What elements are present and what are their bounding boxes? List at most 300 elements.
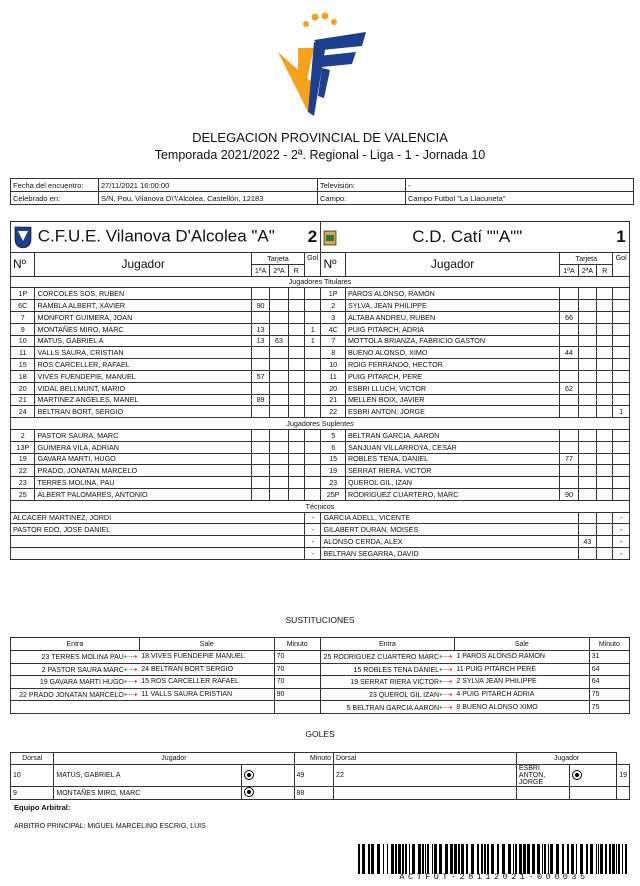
home-sub-out-name: 24 BELTRAN BORT SERGIO (141, 665, 234, 673)
away-red (597, 382, 613, 394)
away-red (597, 441, 613, 453)
col-y1: 1ªA (251, 264, 269, 276)
federation-logo (270, 12, 370, 130)
away-number: 1P (321, 288, 345, 300)
away-goals (613, 311, 630, 323)
barcode-bar (412, 844, 415, 874)
arbitro-principal: ARBITRO PRINCIPAL: MIGUEL MARCELINO ESCRIG, LUIS (14, 823, 206, 830)
away-red (597, 300, 613, 312)
barcode-bar (508, 844, 511, 874)
away-sub-minute: 64 (589, 663, 629, 676)
away-sub-out (454, 651, 589, 664)
away-player: ALTABA ANDREU, RUBEN (345, 311, 559, 323)
away-yellow-2 (578, 441, 596, 453)
away-number: 5 (321, 429, 345, 441)
home-goal-minute: 49 (294, 765, 334, 787)
home-tecnico-mark: - (304, 512, 321, 524)
home-goals (304, 288, 321, 300)
away-number: 10 (321, 359, 345, 371)
home-yellow-2 (270, 477, 288, 489)
tecnico-row (11, 547, 630, 559)
away-yellow-1 (560, 370, 578, 382)
home-sub-out-name: 18 VIVES FUENDEPIE MANUEL (141, 653, 245, 661)
home-tecnico-mark: - (304, 547, 321, 559)
away-tecnico-mark: - (613, 512, 630, 524)
away-goals (613, 300, 630, 312)
home-sub-out-name: 11 VALLS SAURA CRISTIAN (141, 691, 233, 699)
subs-min-h: Minuto (274, 638, 320, 651)
away-yellow-2 (578, 394, 596, 406)
home-red (288, 441, 304, 453)
fecha-value: 27/11/2021 16:00:00 (99, 179, 318, 192)
barcode-bar (477, 844, 479, 874)
away-swap-icon: ⇠⇢ (439, 690, 453, 700)
home-goals (304, 394, 321, 406)
barcode-bar (454, 844, 457, 874)
home-yellow-2: 63 (270, 335, 288, 347)
titulares-row (11, 347, 630, 359)
home-sub-in (11, 701, 140, 714)
away-red (597, 394, 613, 406)
titulares-row (11, 300, 630, 312)
barcode-bar (491, 844, 494, 874)
home-tecnico (11, 547, 305, 559)
barcode-bar (434, 844, 437, 874)
away-crest-icon (323, 230, 337, 246)
barcode-bar (422, 844, 424, 874)
home-red (288, 429, 304, 441)
away-red (597, 347, 613, 359)
away-goal-player: ESBRI ANTON, JORGE (516, 765, 569, 787)
away-yellow-2 (578, 359, 596, 371)
home-yellow-2 (270, 441, 288, 453)
home-yellow-1 (251, 347, 269, 359)
barcode-bar (466, 844, 468, 874)
home-tecnico: PASTOR EDO, JOSE DANIEL (11, 524, 305, 536)
away-goals (613, 370, 630, 382)
goals-title: GOLES (305, 729, 335, 739)
away-sub-out-name: 8 BUENO ALONSO XIMO (456, 703, 538, 711)
away-red (597, 288, 613, 300)
away-goals: 1 (613, 406, 630, 418)
away-tecnico-mark: - (613, 547, 630, 559)
home-red (288, 347, 304, 359)
away-yellow-1 (560, 406, 578, 418)
home-yellow-2 (270, 453, 288, 465)
barcode-bar (383, 844, 384, 874)
barcode-bar (409, 844, 410, 874)
subs-sale-h: Sale (139, 638, 274, 651)
away-number: 15 (321, 453, 345, 465)
away-yellow-2 (578, 382, 596, 394)
away-goal-minute (617, 787, 630, 800)
titulares-row (11, 394, 630, 406)
away-goal-ball (570, 765, 617, 787)
away-number: 6 (321, 441, 345, 453)
away-red (597, 311, 613, 323)
away-goal-ball (570, 787, 617, 800)
home-yellow-2 (270, 429, 288, 441)
barcode-bar (484, 844, 486, 874)
barcode-bar (387, 844, 388, 874)
away-number: 2 (321, 300, 345, 312)
away-goals (613, 477, 630, 489)
away-yellow-1: 62 (560, 382, 578, 394)
home-number: 1P (11, 288, 35, 300)
arbitral-title: Equipo Arbitral: (14, 803, 71, 812)
sub-row (11, 676, 630, 689)
away-player: SERRAT RIERA, VICTOR (345, 465, 559, 477)
ball-icon (572, 770, 582, 780)
home-yellow-1 (251, 288, 269, 300)
home-goal-dorsal: 9 (11, 787, 54, 800)
barcode-bar (586, 844, 588, 874)
away-number: 25P (321, 488, 345, 500)
home-red (288, 370, 304, 382)
home-goals (304, 453, 321, 465)
home-player: ROS CARCELLER, RAFAEL (35, 359, 251, 371)
titulares-row (11, 311, 630, 323)
away-red (597, 477, 613, 489)
home-yellow-2 (270, 465, 288, 477)
away-yellow-2 (578, 288, 596, 300)
away-goals (613, 488, 630, 500)
home-sub-out (139, 676, 274, 689)
away-sub-in (320, 663, 454, 676)
away-goals (613, 359, 630, 371)
barcode-bar (532, 844, 535, 874)
barcode-bar (625, 844, 627, 874)
home-goals (304, 406, 321, 418)
away-yellow-2 (578, 370, 596, 382)
barcode-bar (471, 844, 474, 874)
season-subtitle: Temporada 2021/2022 - 2ª. Regional - Liga - 1 - Jornada 10 (154, 148, 486, 162)
tecnicos-body (11, 512, 630, 559)
away-sub-out (454, 663, 589, 676)
barcode-bar (439, 844, 442, 874)
barcode-bar (368, 844, 370, 874)
barcode-bar (487, 844, 489, 874)
away-goal-player (516, 787, 569, 800)
home-yellow-2 (270, 311, 288, 323)
titulares-row (11, 406, 630, 418)
home-player: VIDAL BELLMUNT, MARIO (35, 382, 251, 394)
home-sub-in (11, 676, 140, 689)
goals-min-h: Minuto (294, 753, 334, 765)
away-yellow-2 (578, 477, 596, 489)
tv-value: - (406, 179, 634, 192)
titulares-row (11, 359, 630, 371)
home-goals (304, 429, 321, 441)
barcode-bar (405, 844, 407, 874)
home-red (288, 300, 304, 312)
suplentes-row (11, 429, 630, 441)
home-sub-in (11, 651, 140, 664)
col-tarjeta-away: Tarjeta (560, 253, 613, 265)
away-sub-out-name: 4 PUIG PITARCH ADRIA (456, 691, 535, 699)
away-goals (613, 429, 630, 441)
away-player: ESBRI ANTON, JORGE (345, 406, 559, 418)
home-yellow-2 (270, 300, 288, 312)
away-number: 3 (321, 311, 345, 323)
home-number: 2 (11, 429, 35, 441)
away-score: 1 (613, 222, 630, 253)
away-sub-in-name: 5 BELTRAN GARCIA AARON (346, 704, 440, 712)
barcode (358, 844, 630, 874)
away-yellow-1: 44 (560, 347, 578, 359)
home-goals (304, 311, 321, 323)
home-number: 10 (11, 335, 35, 347)
away-player: PUIG PITARCH, PERE (345, 370, 559, 382)
barcode-bar (515, 844, 517, 874)
away-red (597, 429, 613, 441)
barcode-bar (527, 844, 530, 874)
away-sub-in-name: 23 QUEROL GIL IZAN (369, 692, 440, 700)
home-red (288, 359, 304, 371)
away-yellow-2 (578, 311, 596, 323)
home-player: VALLS SAURA, CRISTIAN (35, 347, 251, 359)
barcode-bar (598, 844, 599, 874)
away-player: MELLEN BOIX, JAVIER (345, 394, 559, 406)
home-yellow-2 (270, 323, 288, 335)
home-yellow-1 (251, 382, 269, 394)
home-yellow-1: 13 (251, 335, 269, 347)
suplentes-row (11, 441, 630, 453)
tecnico-row (11, 524, 630, 536)
home-goal-ball (241, 765, 294, 787)
barcode-bar (523, 844, 526, 874)
goals-dorsal-h: Dorsal (11, 753, 54, 765)
barcode-bar (377, 844, 380, 874)
home-score: 2 (304, 222, 321, 253)
home-goals (304, 382, 321, 394)
away-red (597, 406, 613, 418)
away-tecnico-card (578, 547, 596, 559)
tecnico-row (11, 536, 630, 548)
col-r-away: R (597, 264, 613, 276)
col-y1-away: 1ªA (560, 264, 578, 276)
home-number: 9 (11, 323, 35, 335)
home-yellow-1: 89 (251, 394, 269, 406)
home-yellow-1 (251, 453, 269, 465)
home-number: 20 (11, 382, 35, 394)
titulares-row (11, 382, 630, 394)
tecnico-row (11, 512, 630, 524)
barcode-bar (596, 844, 597, 874)
home-player: BELTRAN BORT, SERGIO (35, 406, 251, 418)
home-tecnico: ALCACER MARTINEZ, JORDI (11, 512, 305, 524)
away-player: ESBRI LLUCH, VICTOR (345, 382, 559, 394)
away-player: QUEROL GIL, IZAN (345, 477, 559, 489)
away-goals (613, 441, 630, 453)
celebrado-value: S/N, Pou, Vilanova D\'\'Alcolea, Castellón, 12183 (99, 192, 318, 205)
away-sub-minute: 75 (589, 688, 629, 701)
away-number: 21 (321, 394, 345, 406)
home-goals (304, 488, 321, 500)
home-goals (304, 441, 321, 453)
home-swap-icon: ⇠⇢ (123, 690, 138, 700)
suplentes-row (11, 477, 630, 489)
tv-label: Televisión: (318, 179, 406, 192)
barcode-bar (571, 844, 574, 874)
home-player: MATUS, GABRIEL A (35, 335, 251, 347)
subs-entra-h: Entra (11, 638, 140, 651)
goal-row (11, 765, 630, 787)
barcode-bar (425, 844, 426, 874)
campo-value: Campo Futbol "La Llacuneta" (406, 192, 634, 205)
home-number: 19 (11, 453, 35, 465)
teams-row (11, 222, 630, 253)
away-sub-in (320, 688, 454, 701)
away-goals (613, 465, 630, 477)
barcode-bar (432, 844, 433, 874)
titulares-body (11, 288, 630, 418)
subs-table (10, 637, 630, 714)
home-goals (304, 370, 321, 382)
home-red (288, 477, 304, 489)
col-gol: Gol (304, 253, 321, 277)
section-titulares: Jugadores Titulares (11, 276, 630, 288)
col-y2-away: 2ªA (578, 264, 596, 276)
page-title: DELEGACION PROVINCIAL DE VALENCIA (192, 130, 448, 145)
subs-title: SUSTITUCIONES (285, 615, 355, 625)
barcode-bar (600, 844, 603, 874)
titulares-row (11, 323, 630, 335)
away-swap-icon: ⇠⇢ (439, 677, 453, 687)
home-sub-minute: 90 (274, 688, 320, 701)
away-tecnico-blank (597, 536, 613, 548)
home-sub-minute (274, 701, 320, 714)
home-crest-icon (13, 225, 33, 249)
home-red (288, 323, 304, 335)
barcode-bar (450, 844, 453, 874)
home-number: 22 (11, 465, 35, 477)
home-number: 21 (11, 394, 35, 406)
col-player-away: Jugador (345, 253, 559, 277)
away-red (597, 453, 613, 465)
home-yellow-1 (251, 311, 269, 323)
barcode-bar (513, 844, 514, 874)
home-red (288, 288, 304, 300)
barcode-bar (609, 844, 611, 874)
away-number: 22 (321, 406, 345, 418)
suplentes-row (11, 488, 630, 500)
home-sub-minute: 70 (274, 663, 320, 676)
home-number: 11 (11, 347, 35, 359)
away-tecnico: BELTRAN SEGARRA, DAVID (321, 547, 578, 559)
home-goal-player: MONTAÑES MIRO, MARC (54, 787, 241, 800)
section-tecnicos: Técnicos (11, 500, 630, 512)
home-goals (304, 359, 321, 371)
away-number: 7 (321, 335, 345, 347)
away-yellow-1: 77 (560, 453, 578, 465)
barcode-bar (418, 844, 421, 874)
away-tecnico-mark: - (613, 524, 630, 536)
home-player: MONFORT GUIMERA, JOAN (35, 311, 251, 323)
away-yellow-1 (560, 441, 578, 453)
away-goals (613, 453, 630, 465)
ball-icon (244, 787, 254, 797)
home-goals (304, 347, 321, 359)
home-number: 24 (11, 406, 35, 418)
away-sub-minute: 75 (589, 701, 629, 714)
away-sub-minute: 31 (589, 651, 629, 664)
goal-row (11, 787, 630, 800)
home-red (288, 382, 304, 394)
home-yellow-1: 90 (251, 300, 269, 312)
goals-jugador-h-away: Jugador (516, 753, 616, 765)
home-red (288, 465, 304, 477)
col-player: Jugador (35, 253, 251, 277)
home-yellow-2 (270, 347, 288, 359)
away-tecnico-blank (597, 524, 613, 536)
away-yellow-1 (560, 359, 578, 371)
barcode-text: ACTFUT-28112021-000035 (399, 872, 589, 882)
columns-header-row (11, 253, 630, 265)
subs-body (11, 651, 630, 714)
home-yellow-1 (251, 406, 269, 418)
home-yellow-1 (251, 477, 269, 489)
suplentes-row (11, 453, 630, 465)
away-player: SYLVA, JEAN PHILIPPE (345, 300, 559, 312)
home-player: PASTOR SAURA, MARC (35, 429, 251, 441)
home-swap-icon: ⇠⇢ (123, 677, 138, 687)
away-sub-in-name: 15 ROBLES TENA DANIEL (353, 666, 440, 674)
home-player: VIVES FUENDEPIE, MANUEL (35, 370, 251, 382)
home-player: GUIMERA VILA, ADRIAN (35, 441, 251, 453)
away-goals (613, 335, 630, 347)
home-yellow-1 (251, 429, 269, 441)
home-red (288, 453, 304, 465)
barcode-bar (618, 844, 620, 874)
col-r: R (288, 264, 304, 276)
subs-sale-h-away: Sale (454, 638, 589, 651)
home-yellow-2 (270, 488, 288, 500)
col-gol-away: Gol (613, 253, 630, 277)
away-player: PAROS ALONSO, RAMON (345, 288, 559, 300)
away-red (597, 323, 613, 335)
goals-dorsal-h-away: Dorsal (334, 753, 517, 765)
away-tecnico-blank (597, 512, 613, 524)
away-yellow-2 (578, 323, 596, 335)
barcode-bar (548, 844, 549, 874)
barcode-bar (590, 844, 593, 874)
barcode-bar (445, 844, 448, 874)
away-sub-in (320, 701, 454, 714)
away-yellow-2 (578, 488, 596, 500)
home-sub-in (11, 663, 140, 676)
titulares-row (11, 288, 630, 300)
home-yellow-2 (270, 288, 288, 300)
home-goal-minute: 88 (294, 787, 334, 800)
home-yellow-2 (270, 406, 288, 418)
home-player: RAMBLA ALBERT, XAVIER (35, 300, 251, 312)
away-yellow-1 (560, 288, 578, 300)
away-number: 8 (321, 347, 345, 359)
home-player: MONTAÑES MIRO, MARC (35, 323, 251, 335)
away-yellow-1: 66 (560, 311, 578, 323)
home-goals (304, 465, 321, 477)
barcode-bar (580, 844, 583, 874)
away-sub-out-name: 1 PAROS ALONSO RAMON (456, 653, 545, 661)
away-sub-out-name: 2 SYLVA JEAN PHILIPPE (456, 678, 537, 686)
barcode-bar (461, 844, 464, 874)
home-goal-ball (241, 787, 294, 800)
home-swap-icon: ⇠⇢ (123, 664, 138, 674)
home-tecnico-mark: - (304, 536, 321, 548)
away-yellow-1: 90 (560, 488, 578, 500)
away-yellow-2 (578, 335, 596, 347)
